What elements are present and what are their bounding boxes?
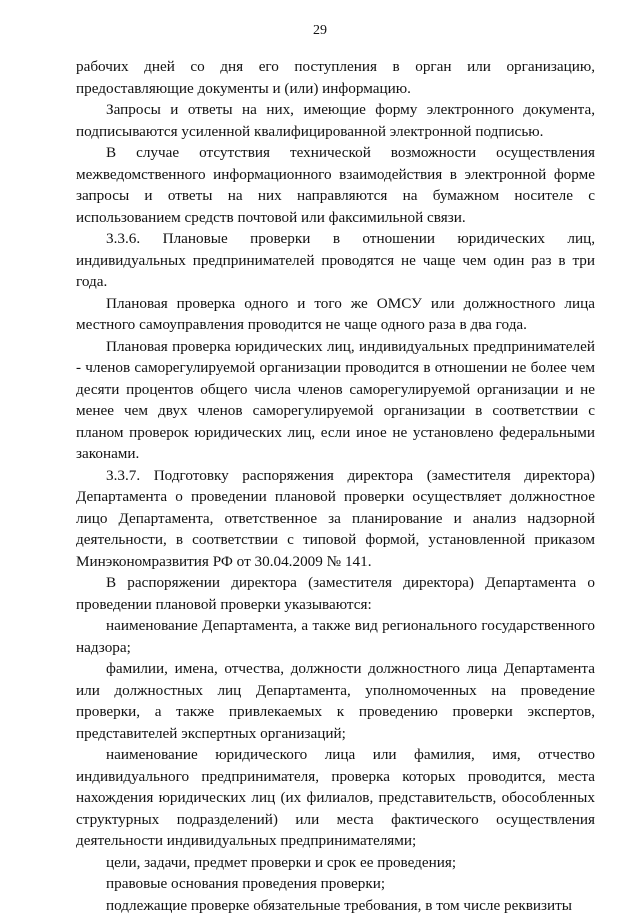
paragraph: 3.3.6. Плановые проверки в отношении юридических лиц, индивидуальных предпринимателей проводятся не чаще чем один раз в три года.	[76, 228, 595, 293]
paragraph: 3.3.7. Подготовку распоряжения директора (заместителя директора) Департамента о проведении плановой проверки осуществляет должностное лицо Департамента, ответственное за планирование и анализ надзорной деятельности, в соответствии с типовой формой, установленной приказом Минэкономразвития РФ от 30.04.2009 № 141.	[76, 465, 595, 573]
paragraph: В случае отсутствия технической возможности осуществления межведомственного информационного взаимодействия в электронной форме запросы и ответы на них направляются на бумажном носителе с использованием средств почтовой или факсимильной связи.	[76, 142, 595, 228]
paragraph: цели, задачи, предмет проверки и срок ее проведения;	[76, 852, 595, 874]
document-body	[76, 56, 595, 916]
paragraph: Плановая проверка одного и того же ОМСУ или должностного лица местного самоуправления проводится не чаще одного раза в два года.	[76, 293, 595, 336]
paragraph: наименование юридического лица или фамилия, имя, отчество индивидуального предпринимателя, проверка которых проводится, места нахождения юридических лиц (их филиалов, представительств, обособленных структурных подразделений) или места фактического осуществления деятельности индивидуальных предпринимателями;	[76, 744, 595, 852]
page-number: 29	[0, 20, 640, 42]
paragraph: рабочих дней со дня его поступления в орган или организацию, предоставляющие документы и (или) информацию.	[76, 56, 595, 99]
paragraph: подлежащие проверке обязательные требования, в том числе реквизиты	[76, 895, 595, 916]
paragraph: В распоряжении директора (заместителя директора) Департамента о проведении плановой проверки указываются:	[76, 572, 595, 615]
paragraph: правовые основания проведения проверки;	[76, 873, 595, 895]
paragraph: фамилии, имена, отчества, должности должностного лица Департамента или должностных лиц Департамента, уполномоченных на проведение проверки, а также привлекаемых к проведению проверки экспертов, представителей экспертных организаций;	[76, 658, 595, 744]
paragraph: наименование Департамента, а также вид регионального государственного надзора;	[76, 615, 595, 658]
paragraph: Запросы и ответы на них, имеющие форму электронного документа, подписываются усиленной квалифицированной электронной подписью.	[76, 99, 595, 142]
paragraph: Плановая проверка юридических лиц, индивидуальных предпринимателей - членов саморегулируемой организации проводится в отношении не более чем десяти процентов общего числа членов саморегулируемой организации и не менее чем двух членов саморегулируемой организации в соответствии с планом проверок юридических лиц, если иное не установлено федеральными законами.	[76, 336, 595, 465]
